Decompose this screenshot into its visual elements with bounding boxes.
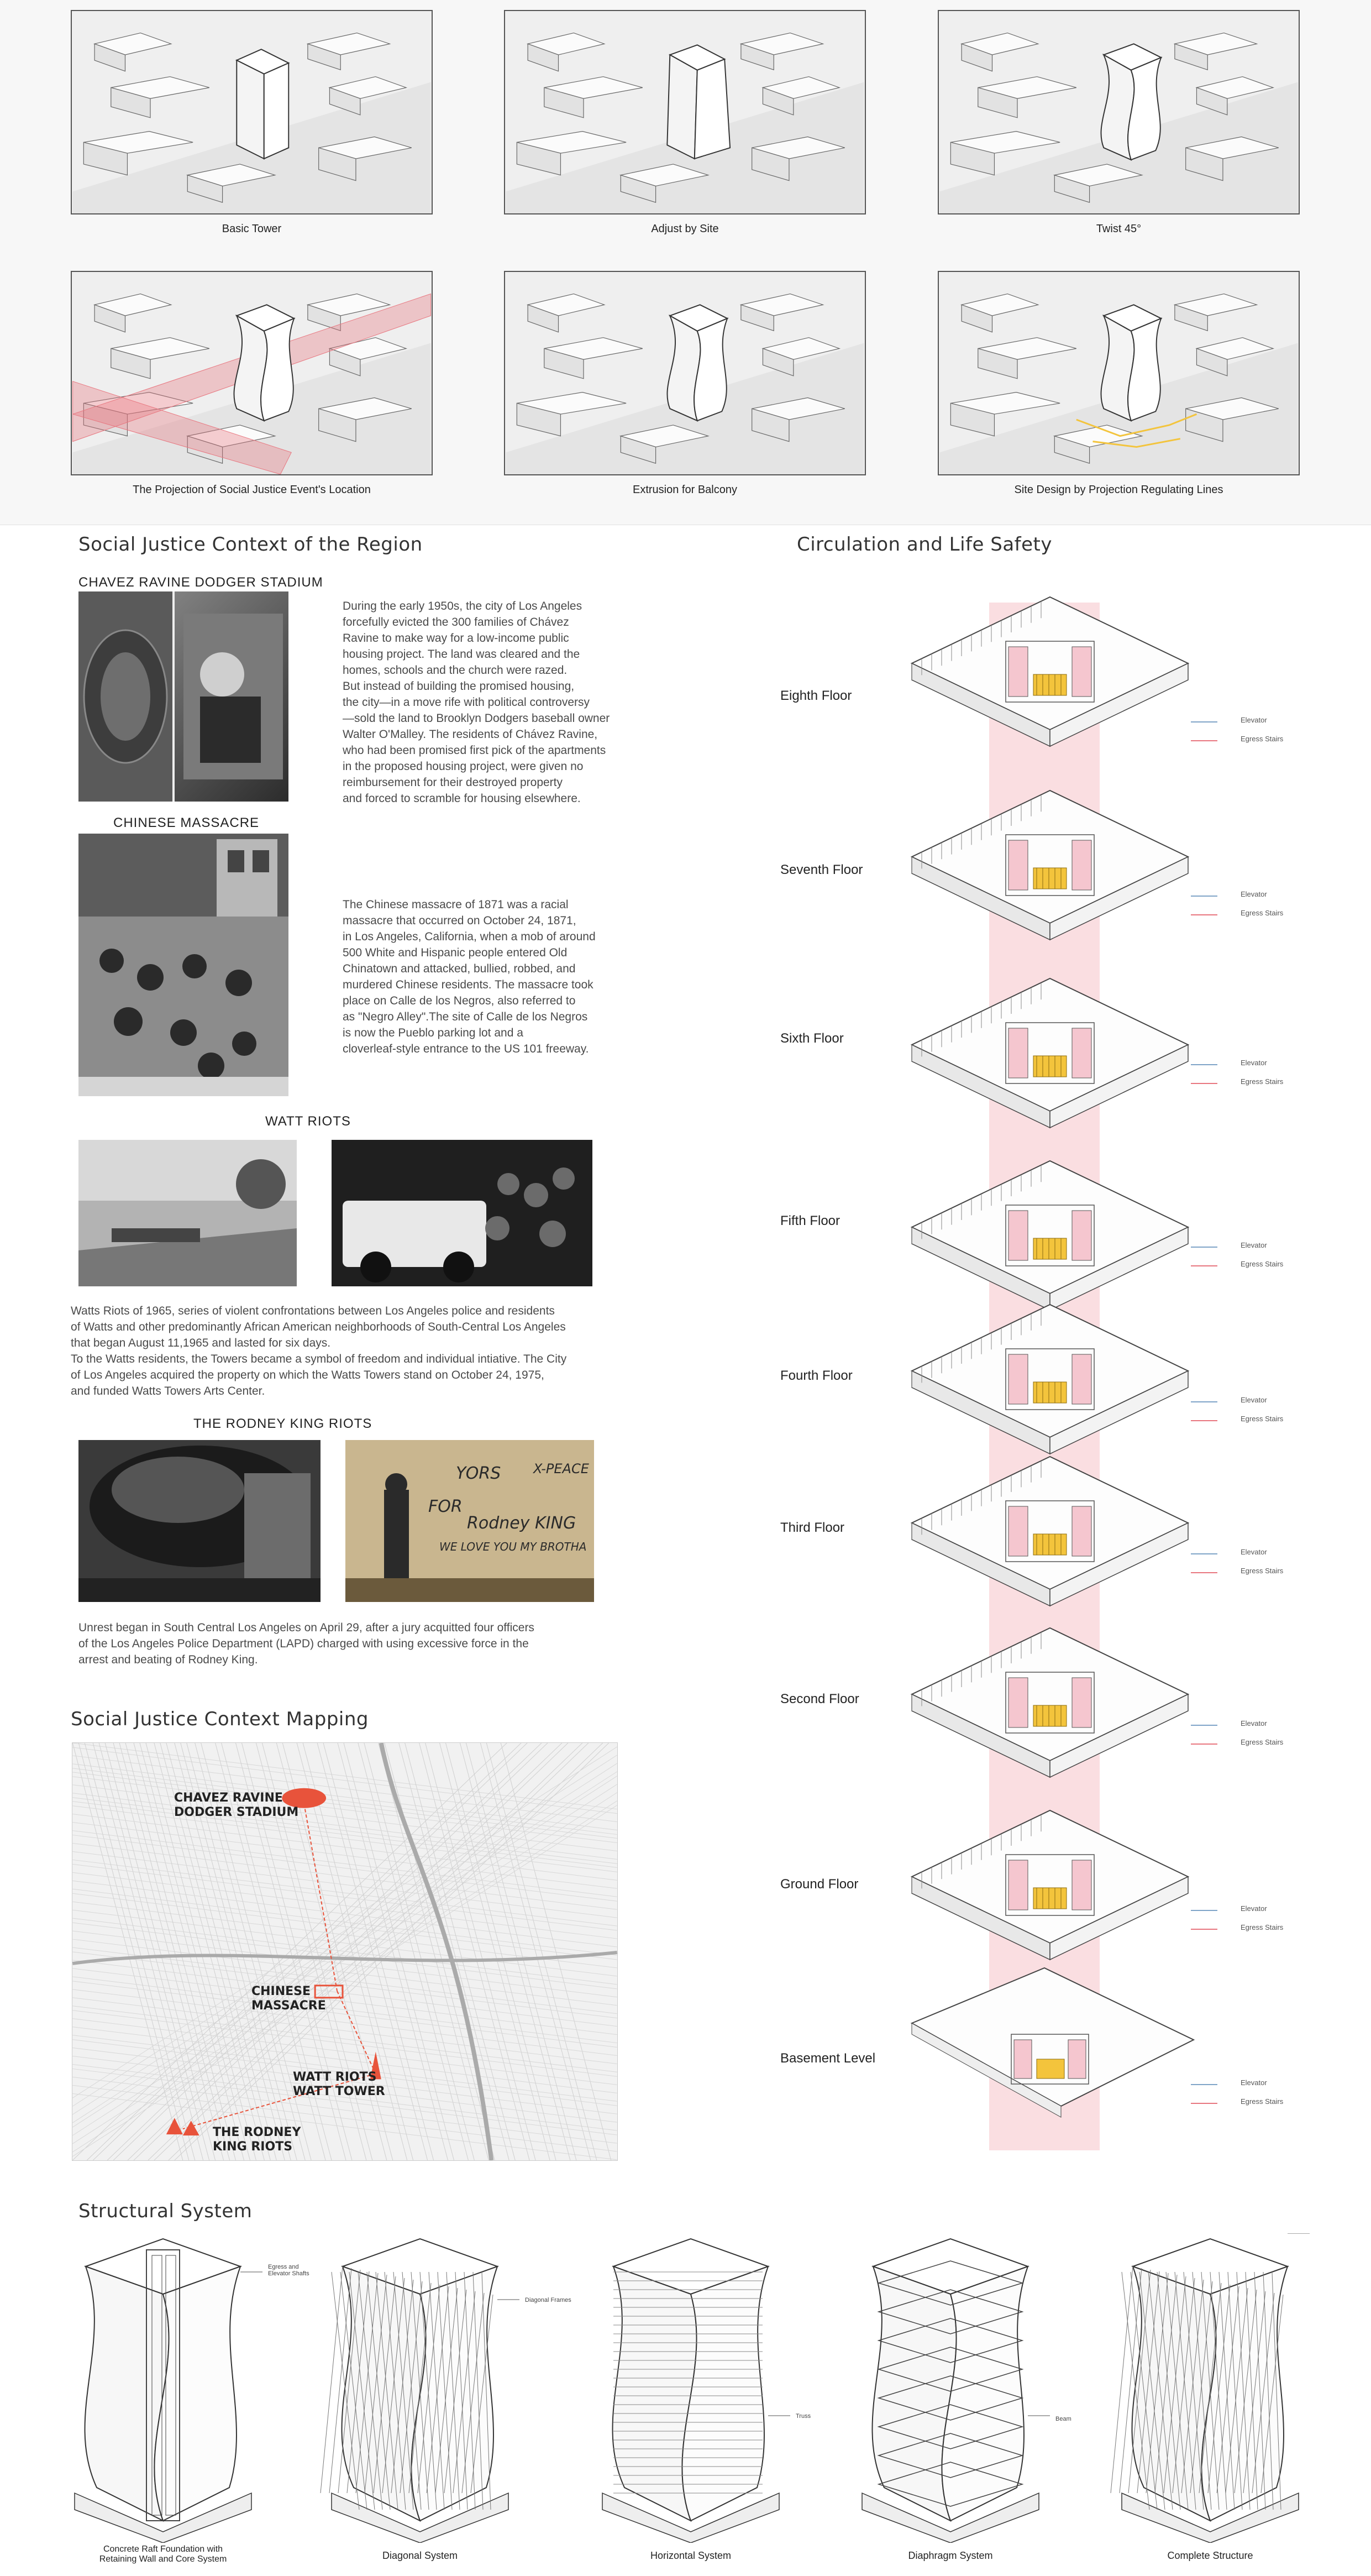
structural-diagram-3 xyxy=(580,2233,801,2543)
floor-plan-8 xyxy=(906,1805,1194,1965)
legend-egress-label: Egress Stairs xyxy=(1241,2097,1284,2106)
floor-legend-8 xyxy=(1191,1904,1307,1938)
social-context-title: Social Justice Context of the Region xyxy=(78,533,423,556)
watts-street-photo xyxy=(78,1140,297,1286)
floor-label-8: Ground Floor xyxy=(780,1877,859,1892)
legend-egress-label: Egress Stairs xyxy=(1241,1077,1284,1086)
graffiti-line-5: X-PEACE xyxy=(533,1461,589,1477)
floor-legend-4 xyxy=(1191,1241,1307,1274)
massing-caption-3: Twist 45° xyxy=(1096,223,1142,235)
structural-caption-3: Horizontal System xyxy=(650,2550,732,2561)
elevator-line-swatch xyxy=(1191,896,1217,897)
legend-egress-label: Egress Stairs xyxy=(1241,909,1284,917)
elevator-line-swatch xyxy=(1191,1064,1217,1065)
floor-legend-6 xyxy=(1191,1548,1307,1581)
rodney-text: Unrest began in South Central Los Angeles on April 29, after a jury acquitted four officers of the Los Angeles Police Department (LAPD) charged with using excessive force in the arrest and beating of Rodney King. xyxy=(78,1621,534,1666)
floor-label-6: Third Floor xyxy=(780,1520,845,1535)
legend-egress-label: Egress Stairs xyxy=(1241,1415,1284,1423)
floor-label-2: Seventh Floor xyxy=(780,862,863,877)
elevator-line-swatch xyxy=(1191,1725,1217,1726)
floor-plan-7 xyxy=(906,1622,1194,1783)
egress-line-swatch xyxy=(1191,1743,1217,1745)
legend-elevator-label: Elevator xyxy=(1241,716,1267,724)
map-label-watts: WATT RIOTS WATT TOWER xyxy=(293,2070,385,2098)
elevator-line-swatch xyxy=(1191,1910,1217,1911)
structural-diagram-1 xyxy=(52,2233,274,2543)
egress-line-swatch xyxy=(1191,1572,1217,1573)
egress-line-swatch xyxy=(1191,2103,1217,2104)
egress-line-swatch xyxy=(1191,1265,1217,1266)
elevator-line-swatch xyxy=(1191,2084,1217,2085)
legend-elevator-row xyxy=(1191,1548,1307,1560)
structural-callout-1: Egress and Elevator Shafts xyxy=(268,2264,309,2277)
legend-elevator-row xyxy=(1191,890,1307,902)
chavez-text: During the early 1950s, the city of Los Angeles forcefully evicted the 300 families of Chávez Ravine to make way for a low-income public housing project. The land was cleared and the homes, schools and the church were razed. But instead of building the promised housing, the city—in a move rife with political controversy —sold the land to Brooklyn Dodgers baseball owner Walter O'Malley. The residents of Chávez Ravine, who had been promised first pick of the apartments in the proposed housing project, were given no reimbursement for their destroyed property and forced to scramble for housing elsewhere. xyxy=(343,600,610,805)
massing-caption-4: The Projection of Social Justice Event's Location xyxy=(133,484,371,496)
floor-legend-7 xyxy=(1191,1719,1307,1752)
legend-elevator-row xyxy=(1191,716,1307,728)
massing-diagram-5 xyxy=(504,271,866,475)
legend-elevator-label: Elevator xyxy=(1241,1904,1267,1913)
structural-diagram-4 xyxy=(840,2233,1061,2543)
floor-legend-3 xyxy=(1191,1059,1307,1092)
chavez-photo xyxy=(78,591,288,802)
legend-elevator-label: Elevator xyxy=(1241,1059,1267,1067)
watts-heading: WATT RIOTS xyxy=(265,1114,351,1129)
floor-label-5: Fourth Floor xyxy=(780,1368,853,1383)
egress-line-swatch xyxy=(1191,914,1217,915)
massing-caption-6: Site Design by Projection Regulating Lines xyxy=(1014,484,1223,496)
floor-legend-5 xyxy=(1191,1396,1307,1429)
floor-plan-6 xyxy=(906,1451,1194,1611)
legend-egress-row xyxy=(1191,1077,1307,1090)
legend-egress-row xyxy=(1191,1415,1307,1427)
floor-label-3: Sixth Floor xyxy=(780,1031,844,1046)
elevator-line-swatch xyxy=(1191,1553,1217,1554)
legend-egress-label: Egress Stairs xyxy=(1241,1923,1284,1931)
rodney-heading: THE RODNEY KING RIOTS xyxy=(193,1416,372,1431)
graffiti-line-4: WE LOVE YOU MY BROTHA xyxy=(439,1540,587,1553)
egress-line-swatch xyxy=(1191,1929,1217,1930)
massing-caption-2: Adjust by Site xyxy=(651,223,719,235)
legend-elevator-row xyxy=(1191,1719,1307,1731)
legend-elevator-row xyxy=(1191,1904,1307,1917)
legend-elevator-label: Elevator xyxy=(1241,1396,1267,1404)
floor-label-9: Basement Level xyxy=(780,2051,876,2066)
legend-elevator-label: Elevator xyxy=(1241,2078,1267,2087)
elevator-line-swatch xyxy=(1191,1247,1217,1248)
rodney-fire-photo xyxy=(78,1440,321,1602)
legend-elevator-label: Elevator xyxy=(1241,1241,1267,1249)
legend-elevator-row xyxy=(1191,1241,1307,1253)
legend-egress-row xyxy=(1191,735,1307,747)
structural-callout-3: Truss xyxy=(796,2413,811,2420)
egress-line-swatch xyxy=(1191,1420,1217,1421)
floor-plan-3 xyxy=(906,973,1194,1133)
floor-plan-4 xyxy=(906,1155,1194,1316)
massing-diagram-3 xyxy=(938,10,1300,214)
legend-egress-row xyxy=(1191,1260,1307,1272)
watts-text: Watts Riots of 1965, series of violent confrontations between Los Angeles police and residents of Watts and other predominantly African American neighborhoods of South-Central Los Angeles that began August 11,1965 and lasted for six days. To the Watts residents, the Towers became a symbol of freedom and individual intiative. The City of Los Angeles acquired the property on which the Watts Towers stand on October 24, 1975, and funded Watts Towers Arts Center. xyxy=(71,1305,567,1397)
graffiti-line-3: Rodney KING xyxy=(467,1514,576,1533)
floor-plan-5 xyxy=(906,1299,1194,1459)
legend-egress-label: Egress Stairs xyxy=(1241,735,1284,743)
structural-caption-2: Diagonal System xyxy=(382,2550,458,2561)
elevator-line-swatch xyxy=(1191,1401,1217,1402)
chinese-massacre-photo xyxy=(78,834,288,1096)
structural-caption-1: Concrete Raft Foundation with Retaining Wall and Core System xyxy=(99,2544,227,2564)
floor-label-1: Eighth Floor xyxy=(780,688,852,703)
legend-elevator-label: Elevator xyxy=(1241,890,1267,898)
structural-caption-5: Complete Structure xyxy=(1167,2550,1253,2561)
massing-diagram-1 xyxy=(71,10,433,214)
structural-title: Structural System xyxy=(78,2200,253,2222)
structural-caption-4: Diaphragm System xyxy=(908,2550,993,2561)
legend-egress-row xyxy=(1191,909,1307,921)
legend-elevator-row xyxy=(1191,1059,1307,1071)
legend-egress-label: Egress Stairs xyxy=(1241,1260,1284,1268)
legend-elevator-row xyxy=(1191,2078,1307,2091)
map-label-chavez: CHAVEZ RAVINE DODGER STADIUM xyxy=(174,1791,299,1819)
chinese-text: The Chinese massacre of 1871 was a racial massacre that occurred on October 24, 1871, in Los Angeles, California, when a mob of around 500 White and Hispanic people entered Old Chinatown and attacked, bullied, robbed, and murdered Chinese residents. The massacre took place on Calle de los Negros, also referred to as "Negro Alley".The site of Calle de los Negros is now the Pueblo parking lot and a cloverleaf-style entrance to the US 101 freeway. xyxy=(343,898,596,1055)
floor-label-4: Fifth Floor xyxy=(780,1213,841,1228)
floor-plan-1 xyxy=(906,591,1194,752)
floor-legend-2 xyxy=(1191,890,1307,923)
legend-egress-label: Egress Stairs xyxy=(1241,1738,1284,1746)
elevator-line-swatch xyxy=(1191,721,1217,722)
massing-diagram-2 xyxy=(504,10,866,214)
floor-legend-9 xyxy=(1191,2078,1307,2112)
floor-legend-1 xyxy=(1191,716,1307,749)
chavez-heading: CHAVEZ RAVINE DODGER STADIUM xyxy=(78,575,323,590)
structural-callout-4: Beam xyxy=(1055,2416,1071,2422)
chinese-heading: CHINESE MASSACRE xyxy=(113,815,260,830)
legend-egress-row xyxy=(1191,2097,1307,2109)
legend-egress-row xyxy=(1191,1923,1307,1935)
legend-egress-row xyxy=(1191,1738,1307,1750)
structural-callout-2: Diagonal Frames xyxy=(525,2297,571,2303)
massing-diagram-6 xyxy=(938,271,1300,475)
circulation-title: Circulation and Life Safety xyxy=(797,533,1052,556)
egress-line-swatch xyxy=(1191,1083,1217,1084)
rodney-graffiti-photo xyxy=(345,1440,594,1602)
legend-elevator-label: Elevator xyxy=(1241,1548,1267,1556)
structural-diagram-2 xyxy=(309,2233,530,2543)
legend-egress-row xyxy=(1191,1567,1307,1579)
graffiti-line-1: YORS xyxy=(456,1464,501,1483)
structural-diagram-5 xyxy=(1100,2233,1321,2543)
watts-crowd-photo xyxy=(332,1140,592,1286)
mapping-title: Social Justice Context Mapping xyxy=(71,1708,369,1730)
egress-line-swatch xyxy=(1191,740,1217,741)
map-label-rodney: THE RODNEY KING RIOTS xyxy=(213,2125,301,2154)
legend-elevator-row xyxy=(1191,1396,1307,1408)
massing-diagram-4 xyxy=(71,271,433,475)
legend-egress-label: Egress Stairs xyxy=(1241,1567,1284,1575)
floor-label-7: Second Floor xyxy=(780,1692,859,1706)
floor-plan-9 xyxy=(906,1968,1194,2128)
floor-plan-2 xyxy=(906,785,1194,945)
massing-caption-1: Basic Tower xyxy=(222,223,282,235)
massing-caption-5: Extrusion for Balcony xyxy=(633,484,737,496)
map-label-chinese: CHINESE MASSACRE xyxy=(251,1985,326,2013)
graffiti-line-2: FOR xyxy=(428,1497,463,1516)
legend-elevator-label: Elevator xyxy=(1241,1719,1267,1727)
